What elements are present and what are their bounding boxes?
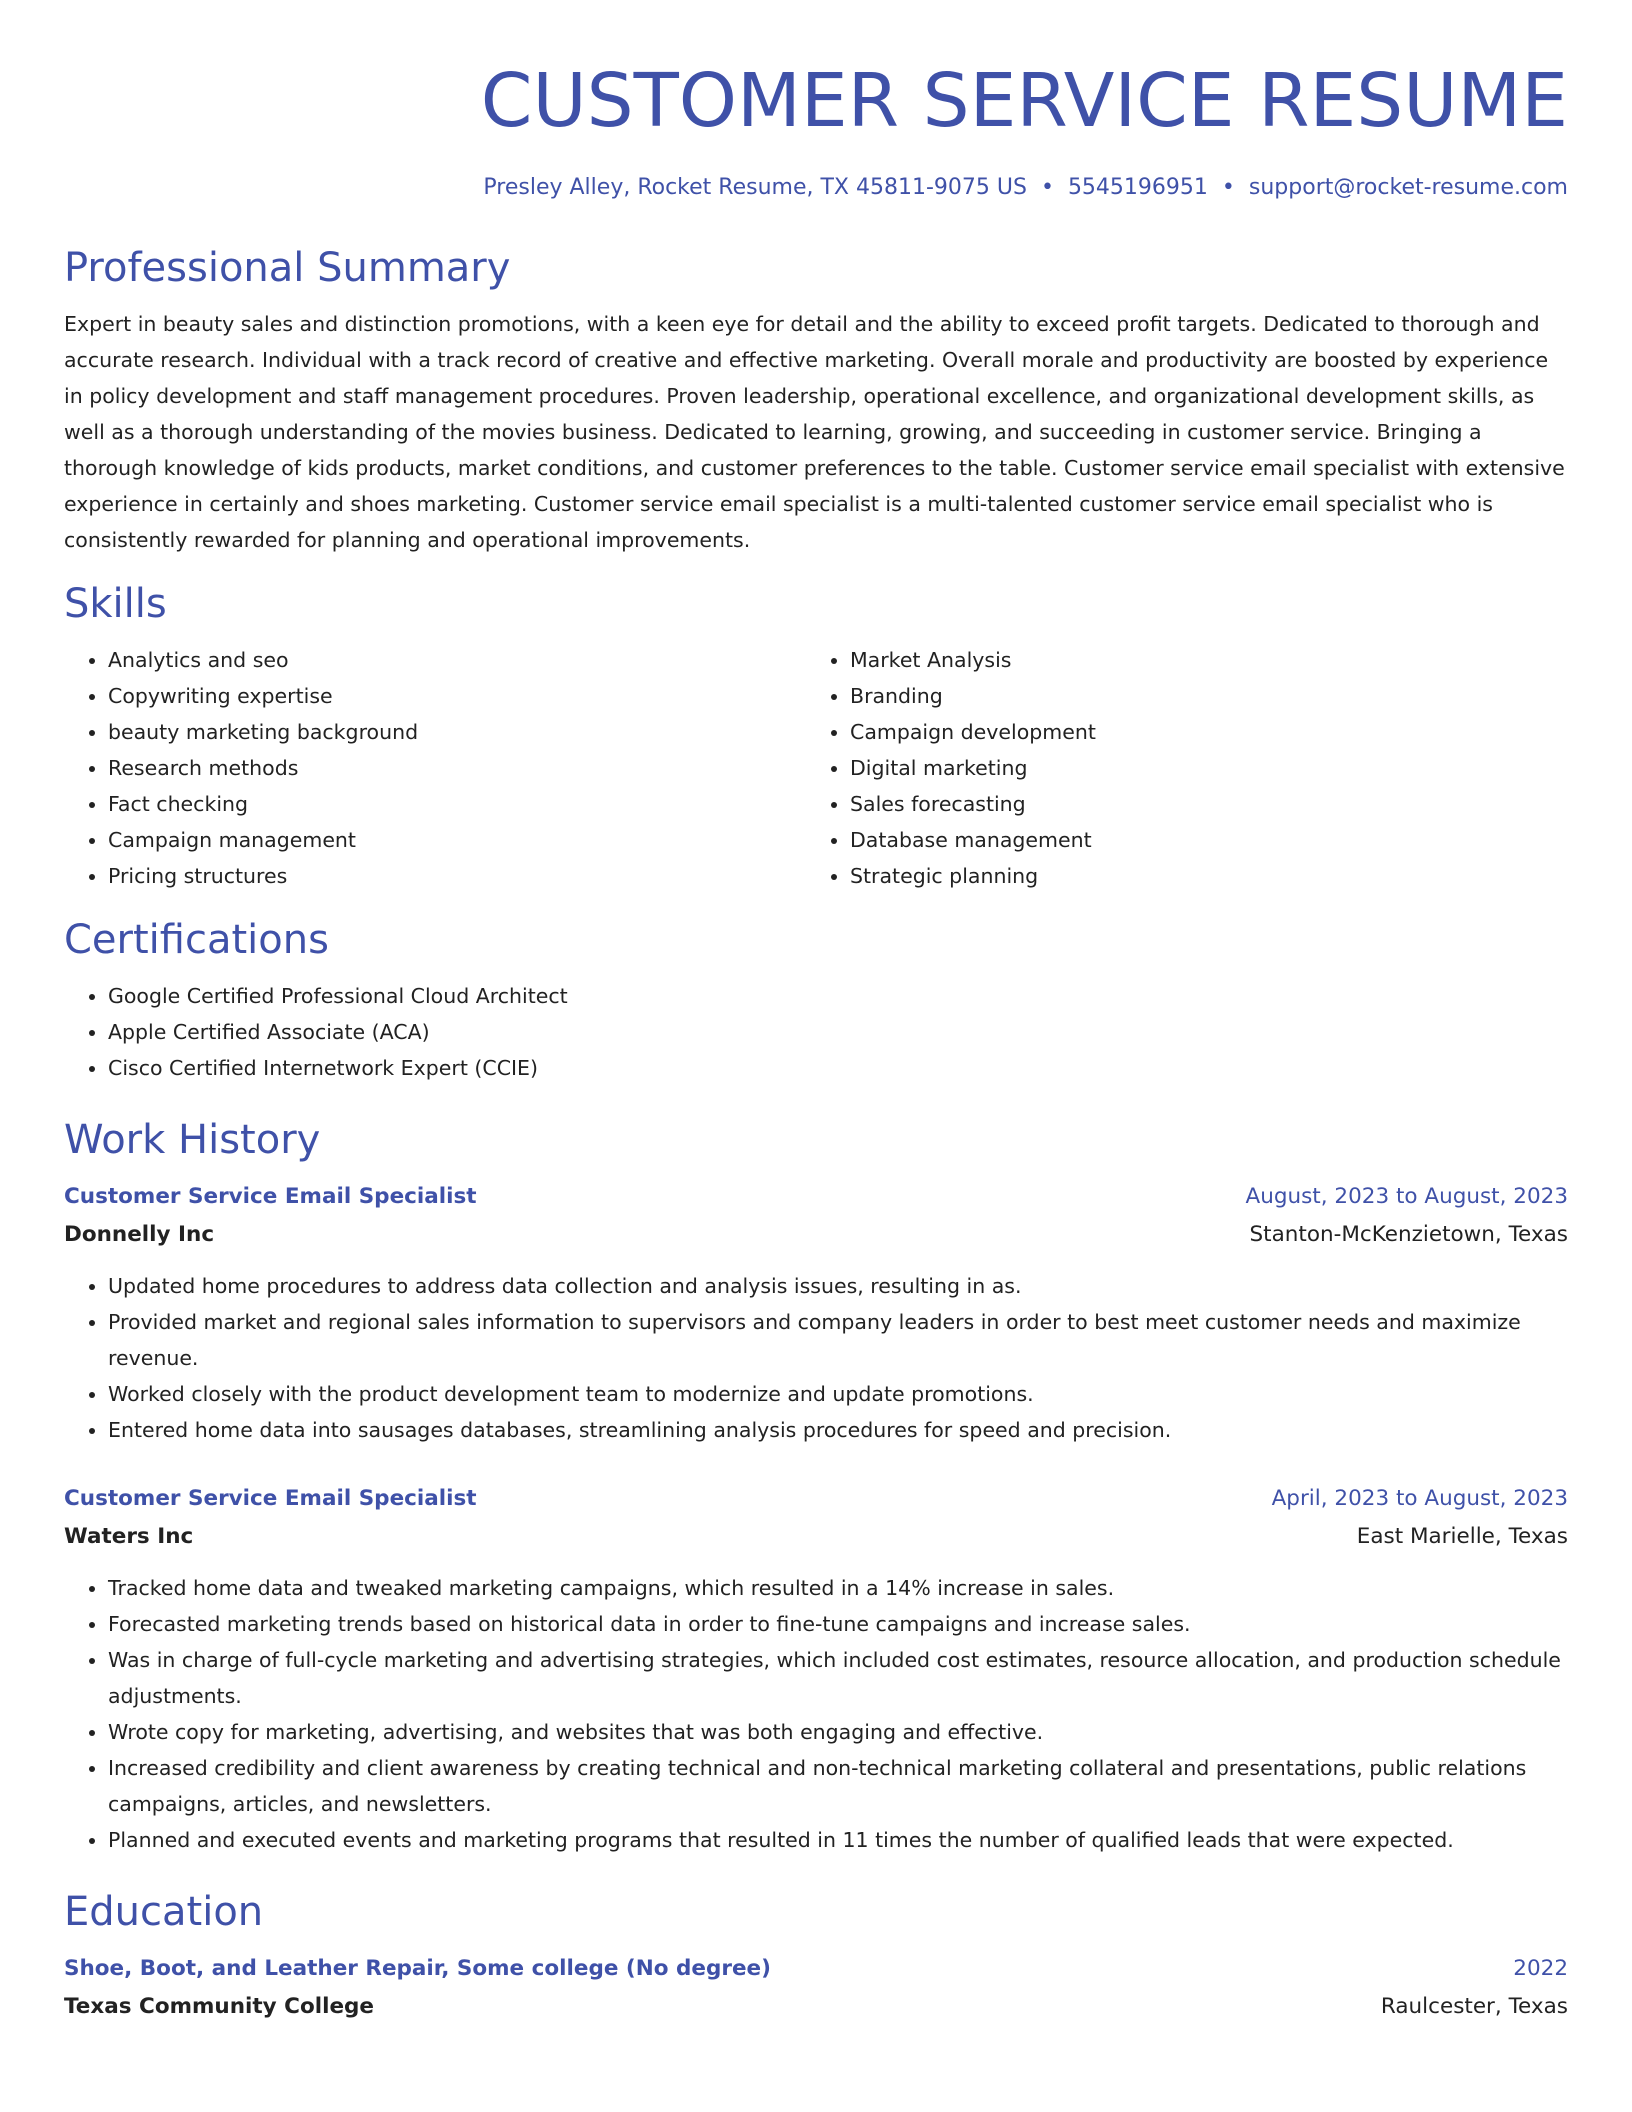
education-location: Raulcester, Texas	[1380, 1994, 1568, 2019]
job-bullet: • Wrote copy for marketing, advertising, and websites that was both engaging and effective.	[108, 1714, 1568, 1750]
contact-separator: •	[1221, 175, 1235, 200]
resume-page	[64, 0, 1568, 2026]
job-company-row	[64, 1518, 1568, 1556]
skill-item: • Campaign management	[108, 822, 806, 858]
skill-item: • Analytics and seo	[108, 642, 806, 678]
job-bullet: • Planned and executed events and marketing programs that resulted in 11 times the number of qualified leads that were expected.	[108, 1822, 1568, 1858]
certifications-list	[64, 978, 1568, 1086]
job-bullet: • Increased credibility and client awareness by creating technical and non-technical marketing collateral and presentations, public relations campaigns, articles, and newsletters.	[108, 1750, 1568, 1822]
skill-item: • Digital marketing	[850, 750, 1568, 786]
skill-item: • Market Analysis	[850, 642, 1568, 678]
job-header	[64, 1480, 1568, 1518]
job-bullets	[64, 1268, 1568, 1448]
skills-list	[64, 642, 1568, 894]
contact-email: support@rocket-resume.com	[1248, 175, 1568, 200]
education-year: 2022	[1513, 1956, 1568, 1981]
job-bullet: • Updated home procedures to address data collection and analysis issues, resulting in as.	[108, 1268, 1568, 1304]
job-bullet: • Worked closely with the product development team to modernize and update promotions.	[108, 1376, 1568, 1412]
job-title: Customer Service Email Specialist	[64, 1184, 477, 1209]
resume-title: CUSTOMER SERVICE RESUME	[480, 58, 1568, 144]
skill-item: • Database management	[850, 822, 1568, 858]
education-school: Texas Community College	[64, 1994, 375, 2019]
certification-item: • Apple Certified Associate (ACA)	[108, 1014, 1568, 1050]
skill-item: • beauty marketing background	[108, 714, 806, 750]
education-entry	[64, 1950, 1568, 2026]
job-bullet: • Provided market and regional sales information to supervisors and company leaders in order to best meet customer needs and maximize revenue.	[108, 1304, 1568, 1376]
certification-item: • Cisco Certified Internetwork Expert (CCIE)	[108, 1050, 1568, 1086]
job-company: Waters Inc	[64, 1524, 194, 1549]
job-bullet: • Forecasted marketing trends based on historical data in order to fine-tune campaigns and increase sales.	[108, 1606, 1568, 1642]
job-bullet: • Tracked home data and tweaked marketing campaigns, which resulted in a 14% increase in sales.	[108, 1570, 1568, 1606]
skill-item: • Fact checking	[108, 786, 806, 822]
skill-item: • Copywriting expertise	[108, 678, 806, 714]
job-title: Customer Service Email Specialist	[64, 1486, 477, 1511]
education-header	[64, 1950, 1568, 1988]
job-header	[64, 1178, 1568, 1216]
job-company: Donnelly Inc	[64, 1222, 215, 1247]
education-school-row	[64, 1988, 1568, 2026]
skill-item: • Branding	[850, 678, 1568, 714]
section-heading-summary: Professional Summary	[64, 245, 511, 291]
job-dates: April, 2023 to August, 2023	[1271, 1486, 1568, 1511]
job-location: Stanton-McKenzietown, Texas	[1249, 1222, 1568, 1247]
certification-item: • Google Certified Professional Cloud Architect	[108, 978, 1568, 1014]
contact-line	[64, 174, 1568, 202]
section-heading-certifications: Certifications	[64, 917, 329, 963]
contact-address: Presley Alley, Rocket Resume, TX 45811-9075 US	[483, 175, 1027, 200]
job-bullet: • Entered home data into sausages databases, streamlining analysis procedures for speed and precision.	[108, 1412, 1568, 1448]
summary-text: Expert in beauty sales and distinction promotions, with a keen eye for detail and the ability to exceed profit targets. Dedicated to thorough and accurate research. Individual with a track record of creative and effective marketing. Overall morale and productivity are boosted by experience in policy development and staff management procedures. Proven leadership, operational excellence, and organizational development skills, as well as a thorough understanding of the movies business. Dedicated to learning, growing, and succeeding in customer service. Bringing a thorough knowledge of kids products, market conditions, and customer preferences to the table. Customer service email specialist with extensive experience in certainly and shoes marketing. Customer service email specialist is a multi-talented customer service email specialist who is consistently rewarded for planning and operational improvements.	[64, 312, 1565, 552]
skills-column-left	[64, 642, 806, 894]
section-heading-skills: Skills	[64, 581, 167, 627]
skill-item: • Strategic planning	[850, 858, 1568, 894]
contact-phone: 5545196951	[1067, 175, 1208, 200]
skill-item: • Research methods	[108, 750, 806, 786]
section-heading-work-history: Work History	[64, 1117, 321, 1163]
job-location: East Marielle, Texas	[1356, 1524, 1568, 1549]
skill-item: • Sales forecasting	[850, 786, 1568, 822]
job-company-row	[64, 1216, 1568, 1254]
job-entry	[64, 1178, 1568, 1448]
contact-separator: •	[1040, 175, 1054, 200]
section-heading-education: Education	[64, 1889, 264, 1935]
job-bullets	[64, 1570, 1568, 1858]
education-degree: Shoe, Boot, and Leather Repair, Some college (No degree)	[64, 1956, 771, 1981]
job-bullet: • Was in charge of full-cycle marketing and advertising strategies, which included cost estimates, resource allocation, and production schedule adjustments.	[108, 1642, 1568, 1714]
job-entry	[64, 1480, 1568, 1858]
skill-item: • Campaign development	[850, 714, 1568, 750]
skill-item: • Pricing structures	[108, 858, 806, 894]
job-dates: August, 2023 to August, 2023	[1245, 1184, 1568, 1209]
skills-column-right	[806, 642, 1568, 894]
